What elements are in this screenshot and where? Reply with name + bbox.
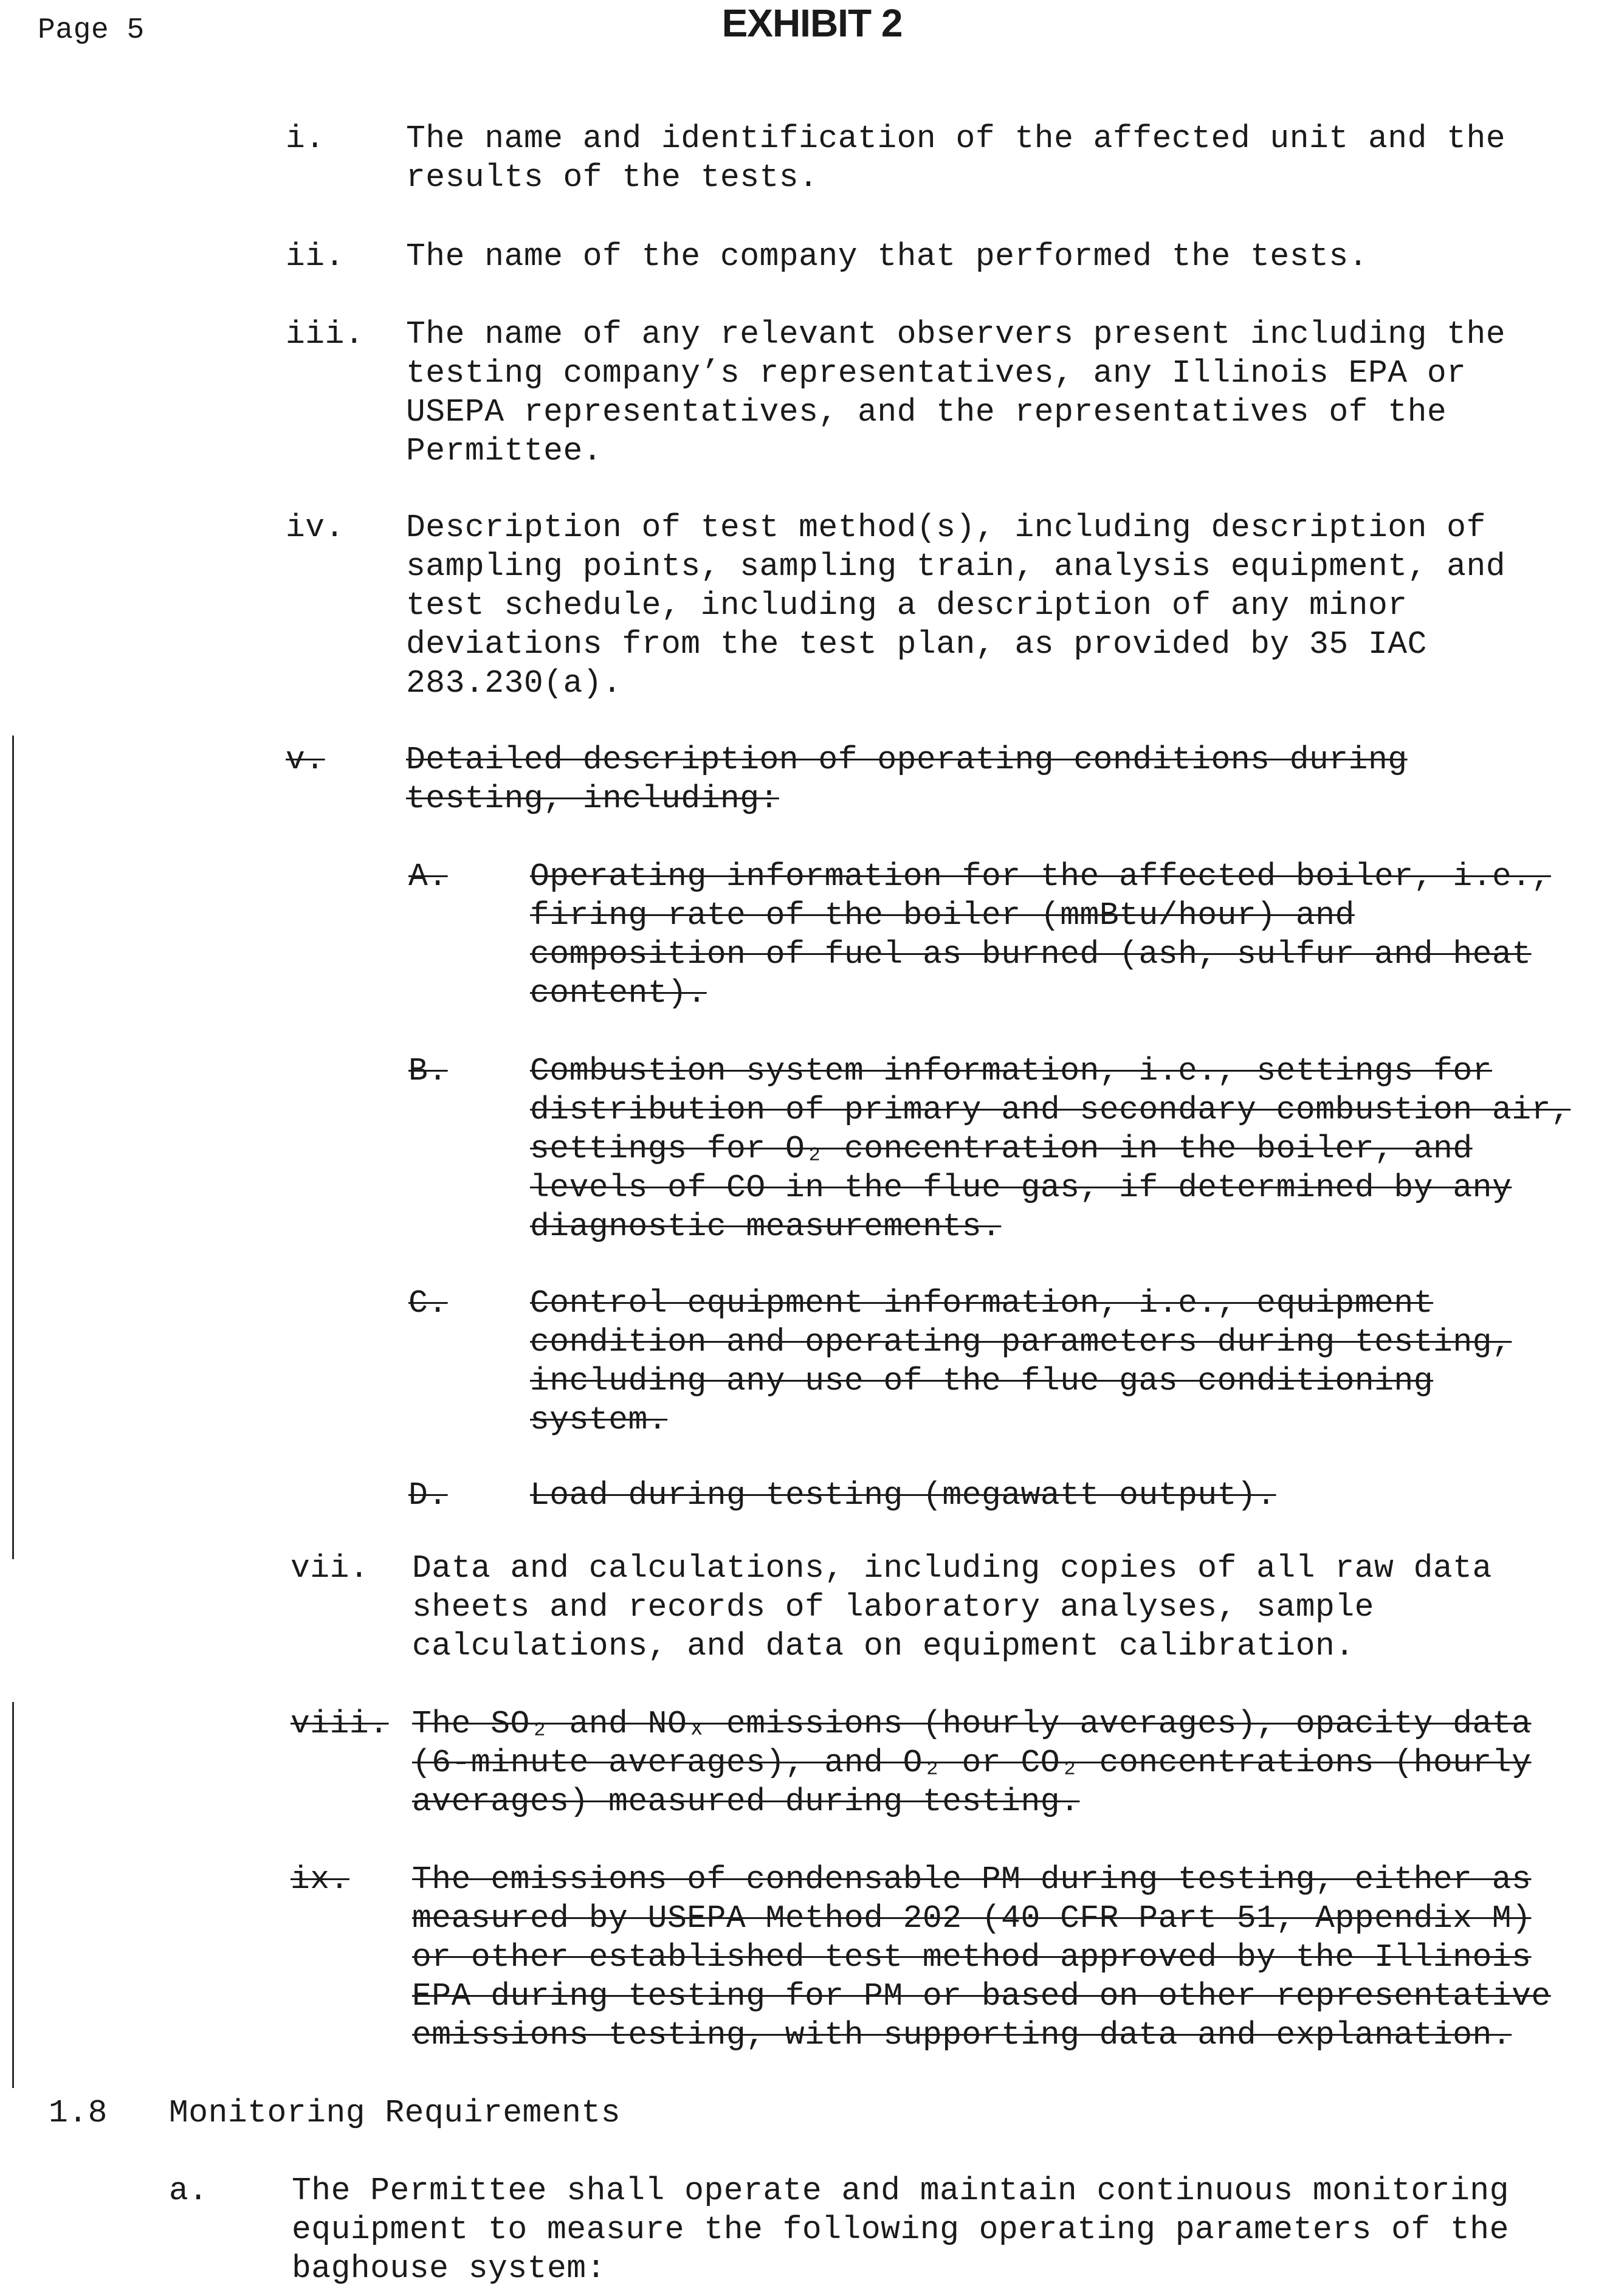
item-marker: vii.	[291, 1550, 370, 1587]
subitem-marker-deleted: B.	[408, 1053, 448, 1089]
revision-change-bar	[12, 736, 14, 1559]
item-text-deleted: Detailed description of operating conditions during testing, including:	[406, 742, 1408, 817]
subitem-text-deleted: Operating information for the affected boiler, i.e., firing rate of the boiler (mmBtu/hour) and composition of fuel as burned (ash, sulfur and heat content).	[530, 858, 1551, 1011]
subitem-marker-deleted: D.	[408, 1477, 448, 1514]
item-marker: iii.	[286, 316, 365, 353]
subitem-text-deleted: Control equipment information, i.e., equipment condition and operating parameters during testing, including any use of the flue gas conditioning system.	[530, 1285, 1512, 1438]
subitem-text-deleted: Combustion system information, i.e., settings for distribution of primary and secondary combustion air, settings for O₂ concentration in the boiler, and levels of CO in the flue gas, if determined by any diagnostic measurements.	[530, 1053, 1571, 1245]
item-text: Description of test method(s), including description of sampling points, sampling train, analysis equipment, and test schedule, including a description of any minor deviations from the test plan, as provided by 35 IAC 283.230(a).	[406, 509, 1506, 701]
item-text-deleted: The emissions of condensable PM during testing, either as measured by USEPA Method 202 (40 CFR Part 51, Appendix M) or other established test method approved by the Illinois EPA during testing for PM or based on other representative emissions testing, with supporting data and explanation.	[412, 1861, 1551, 2053]
subitem-marker-deleted: A.	[408, 858, 448, 895]
exhibit-title: EXHIBIT 2	[721, 1, 903, 45]
page-number: Page 5	[38, 14, 145, 47]
item-text: The name of the company that performed the tests.	[406, 238, 1368, 275]
subitem-text-deleted: Load during testing (megawatt output).	[530, 1477, 1276, 1514]
item-text: Data and calculations, including copies of all raw data sheets and records of laboratory analyses, sample calculations, and data on equipment calibration.	[412, 1550, 1492, 1664]
item-text: The name of any relevant observers present including the testing company’s representatives, any Illinois EPA or USEPA representatives, and the representatives of the Permittee.	[406, 316, 1506, 469]
item-marker-deleted: v.	[286, 742, 325, 778]
item-text: The name and identification of the affected unit and the results of the tests.	[406, 120, 1506, 196]
item-marker: ii.	[286, 238, 345, 275]
section-number: 1.8	[49, 2095, 108, 2131]
section-item-text: The Permittee shall operate and maintain continuous monitoring equipment to measure the following operating parameters of the baghouse system:	[292, 2173, 1509, 2287]
item-marker: iv.	[286, 509, 345, 546]
item-marker-deleted: viii.	[291, 1706, 389, 1742]
item-marker: i.	[286, 120, 325, 157]
section-item-marker: a.	[169, 2173, 208, 2209]
revision-change-bar	[12, 1702, 14, 2088]
section-title: Monitoring Requirements	[169, 2095, 621, 2131]
subitem-marker-deleted: C.	[408, 1285, 448, 1321]
item-marker-deleted: ix.	[291, 1861, 349, 1898]
item-text-deleted: The SO₂ and NOₓ emissions (hourly averages), opacity data (6-minute averages), and O₂ or CO₂ concentrations (hourly averages) measured during testing.	[412, 1706, 1532, 1820]
